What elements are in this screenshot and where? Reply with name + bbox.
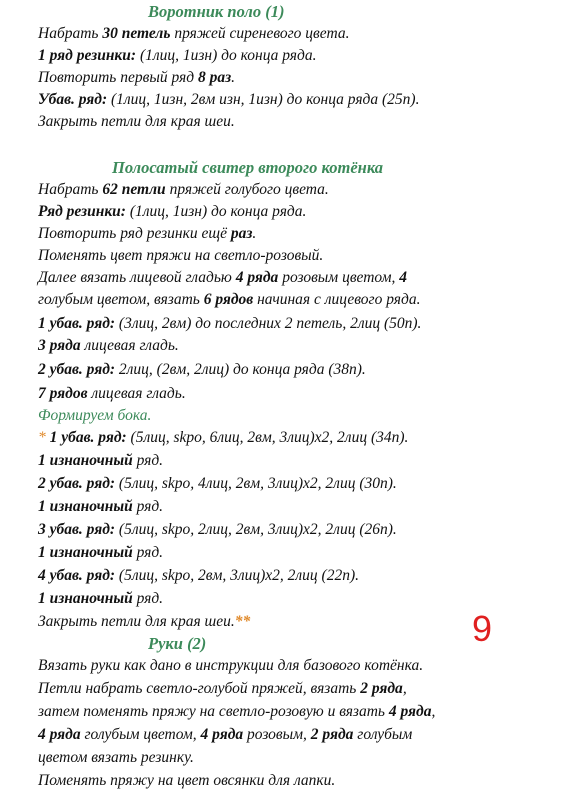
- section-title-striped-sweater: Полосатый свитер второго котёнка: [112, 158, 384, 177]
- text-line: Поменять цвет пряжи на светло-розовый.: [38, 247, 324, 264]
- text-line: 3 убав. ряд: (5лиц, skpo, 2лиц, 2вм, 3лиц)х2, 2лиц (26п).: [38, 521, 397, 538]
- text-line: 7 рядов лицевая гладь.: [38, 385, 186, 402]
- text-line: 1 изнаночный ряд.: [38, 544, 164, 561]
- text-line: 1 убав. ряд: (3лиц, 2вм) до последних 2 петель, 2лиц (50п).: [38, 315, 422, 332]
- text-line: Убав. ряд: (1лиц, 1изн, 2вм изн, 1изн) до конца ряда (25п).: [38, 91, 420, 108]
- text-line: Вязать руки как дано в инструкции для базового котёнка.: [38, 657, 424, 674]
- text-line: 2 убав. ряд: 2лиц, (2вм, 2лиц) до конца ряда (38п).: [38, 361, 366, 378]
- text-line: 4 ряда голубым цветом, 4 ряда розовым, 2 ряда голубым: [38, 726, 413, 743]
- text-line: Повторить ряд резинки ещё раз.: [38, 225, 257, 242]
- text-line: Набрать 62 петли пряжей голубого цвета.: [38, 181, 329, 198]
- text-line: Закрыть петли для края шеи.**: [38, 613, 251, 630]
- text-line: 1 изнаночный ряд.: [38, 590, 164, 607]
- text-line: Далее вязать лицевой гладью 4 ряда розовым цветом, 4: [38, 269, 407, 286]
- text-line: 1 изнаночный ряд.: [38, 452, 164, 469]
- text-line: голубым цветом, вязать 6 рядов начиная с лицевого ряда.: [38, 291, 421, 308]
- subsection-title-sides: Формируем бока.: [38, 407, 152, 424]
- text-line: * 1 убав. ряд: (5лиц, skpo, 6лиц, 2вм, 3лиц)х2, 2лиц (34п).: [38, 429, 409, 446]
- text-line: 4 убав. ряд: (5лиц, skpo, 2вм, 3лиц)х2, 2лиц (22п).: [38, 567, 360, 584]
- text-line: Закрыть петли для края шеи.: [38, 113, 235, 130]
- text-line: 1 изнаночный ряд.: [38, 498, 164, 515]
- text-line: 2 убав. ряд: (5лиц, skpo, 4лиц, 2вм, 3лиц)х2, 2лиц (30п).: [38, 475, 397, 492]
- text-line: Поменять пряжу на цвет овсянки для лапки.: [38, 772, 336, 789]
- text-line: Ряд резинки: (1лиц, 1изн) до конца ряда.: [38, 203, 307, 220]
- text-line: 1 ряд резинки: (1лиц, 1изн) до конца ряда.: [38, 47, 317, 64]
- section-title-arms: Руки (2): [148, 634, 207, 653]
- text-line: Петли набрать светло-голубой пряжей, вязать 2 ряда,: [38, 680, 407, 697]
- text-line: затем поменять пряжу на светло-розовую и вязать 4 ряда,: [38, 703, 436, 720]
- text-line: цветом вязать резинку.: [38, 749, 194, 766]
- section-title-polo-collar: Воротник поло (1): [148, 2, 285, 21]
- text-line: 3 ряда лицевая гладь.: [38, 337, 179, 354]
- text-line: Повторить первый ряд 8 раз.: [38, 69, 235, 86]
- text-line: Набрать 30 петель пряжей сиреневого цвета.: [38, 25, 350, 42]
- page-number: 9: [471, 608, 492, 649]
